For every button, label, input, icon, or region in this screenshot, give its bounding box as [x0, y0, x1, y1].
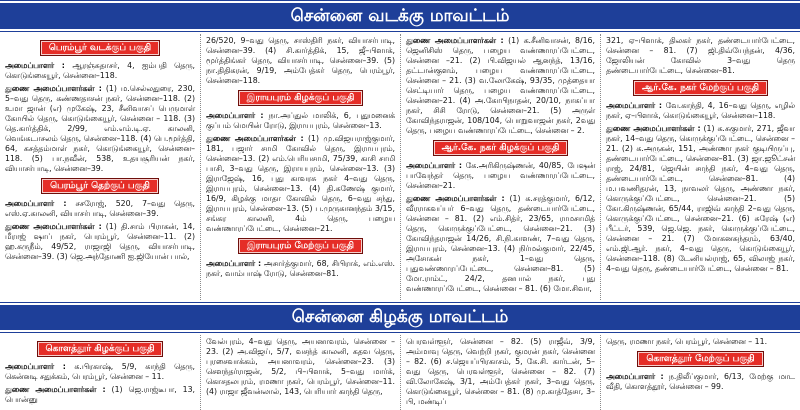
east-district-title: சென்னை கிழக்கு மாவட்டம்: [0, 305, 800, 330]
deputies-text: (1) ஜெ.ராஜ்டீபா, 13, பொன்னு: [5, 385, 196, 404]
section-label-rk-nagar-west: ஆர்.கே. நகர் மேற்குப் பகுதி: [633, 80, 768, 96]
deputies-text: (1) மு.விஜயராஜ்குமார், 181, பஜார் சாமி கோவில் தெரு, இராயபுரம், சென்னை–13. (2) எம்.பெரியசாமி, 75/39, காசி சாமி பாசி, 3–வது தெரு, இராயபுரம், சென்னை–13. (3) இராஜேஷ், 16, புது காவரசு நகர் 4–வது தெரு, இராயபுரம், சென்னை–13. (4) தி.கணேஷ் குமார், 16/9, கிழக்கு மாதா கோவில் தெரு, 6–வது சந்து, இராயபுரம், சென்னை–13. (5) ப.முருகானந்தம் 3/15, சங்கர காலனி, 4ம் தெரு, பழைய வண்ணாரப்பேட்டை, சென்னை–21.: [206, 134, 396, 233]
north-column-4: [600, 34, 800, 300]
deputies-text: 321, ஏ–பிளாக், திலகர் நகர், தண்டையார்பேட்டை, சென்னை – 81. (7) ஜி.திவ்யேந்தன், 4/36, ஜோலியன் கோவில் 3–வது தெரு தண்டையார்பேட்டை, சென்னை–81.: [606, 36, 795, 75]
deputies-term: துணை அமைப்பாளர்கள் :: [406, 36, 504, 45]
deputies-entry: [5, 84, 195, 174]
deputies-text: (1) தி.சாம் பிராகன், 14, மீராஜ் ஷாப் நகர், பெரம்பூர், சென்னை–11. (2) ஹ.கருநீம், 49/52, ராஜாஜி தெரு, வியாசர்பாடி, சென்னை–39. (3) ஜெ.அந்தோணி ஐ.ஜியோன் பால்,: [5, 222, 195, 261]
east-column-4: [600, 335, 800, 410]
deputies-entry: [406, 194, 595, 294]
organizer-term: அமைப்பாளர் :: [406, 161, 463, 170]
north-column-2: [200, 34, 400, 300]
organizer-text: க.பிரகாஷ், 5/9, காந்தி தெரு, கென்னடி சதுக்கம், பெரம்பூர், சென்னை – 11.: [5, 362, 196, 381]
east-column-3: [400, 335, 600, 410]
deputies-entry: [406, 36, 595, 136]
section-label-kolathur-west: கொளத்தூர் மேற்குப் பகுதி: [637, 351, 763, 367]
organizer-term: அமைப்பாளர் :: [606, 372, 664, 381]
deputies-text: (1) க.சரத்குமார், 6/12, வீரராகவப்பர் 6–வது தெரு, தண்டையார்பேட்டை, சென்னை – 81. (2) எம்.சித்ர், 23/65, ராமசாமித் தெரு, கொருக்குப்பேட்டை, சென்னை–21. (3) கோவிந்தராஜன் 14/26, சி.நி.காளண், 7–வது தெரு, இராயபுரம், சென்னை–13. (4) நிர்மல்குமார், 22/45, அசோகன் நகர், 1–வது தெரு, புதுவண்ணாரப்பேட்டை, சென்னை–81. (5) மோ.ராம்ட், 24/2, தனபால் நகர், புது வண்ணாரப்பேட்டை, சென்னை – 81. (6) மோ.சிவா,: [406, 194, 595, 293]
organizer-text: அசார்த்குமார், 68, சிபிராக், எம்.எஸ். நகர், வாம்பாஷ் ரோடு, சென்னை–81.: [206, 259, 396, 278]
section-label-perambur-north: பெரம்பூர் வடக்குப் பகுதி: [40, 40, 160, 56]
organizer-text: வே.காந்தி, 4, 16–வது தெரு, எழில் நகர், ஏ–பிளாக், கொடுங்கையூர், சென்னை–118.: [606, 101, 795, 120]
deputies-term: துணை அமைப்பாளர்கள் :: [606, 124, 701, 133]
organizer-term: அமைப்பாளர் :: [5, 61, 65, 70]
deputies-term: துணை அமைப்பாளர்கள் :: [5, 222, 102, 231]
organizer-entry: [5, 199, 195, 219]
deputies-term: துணை அமைப்பாளர்கள் :: [206, 134, 304, 143]
section-label-perambur-south: பெரம்பூர் தெற்குப் பகுதி: [41, 178, 159, 194]
organizer-entry: [606, 372, 795, 392]
section-label-kolathur-east: கொளத்தூர் கிழக்குப் பகுதி: [37, 341, 164, 357]
deputies-continuation: [206, 337, 395, 397]
east-column-2: [200, 335, 400, 410]
organizer-term: அமைப்பாளர் :: [606, 101, 663, 110]
organizer-entry: [5, 362, 195, 382]
organizer-entry: [206, 259, 395, 279]
organizer-text: சசரோஜ், 520, 7–வது தெரு, எஸ்.ஏ.காலனி, வியாசர்பாடி, சென்னை–39.: [5, 199, 196, 218]
deputies-term: துணை அமைப்பாளர்கள் :: [5, 84, 102, 93]
north-column-1: [0, 34, 200, 300]
north-district-title: சென்னை வடக்கு மாவட்டம்: [0, 3, 800, 29]
deputies-entry: [206, 134, 395, 234]
north-column-3: [400, 34, 600, 300]
section-label-rayapuram-west: இராயபுரம் மேற்குப் பகுதி: [238, 238, 363, 254]
organizer-term: அமைப்பாளர் :: [5, 362, 66, 371]
deputies-continuation: [406, 337, 595, 407]
deputies-continuation: [206, 36, 395, 86]
organizer-term: அமைப்பாளர் :: [5, 199, 67, 208]
deputies-entry: [5, 222, 195, 262]
organizer-entry: [606, 101, 795, 121]
organizer-entry: [206, 111, 395, 131]
deputies-text: வேல்புரம், 4–வது தெரு, அயனாவரம், சென்னை – 23. (2) அ.விஜய், 5/7, வசந்த் காலனி, கதவ தெரு, புரசைவாக்கம், அயனாவரம், சென்னை–23. (3) சௌந்தர்ராஜன், 5/2, பி–பிளாக், 5–வது மார்க், கொசதலபுரம், ரமணா நகர், பெரம்பூர், சென்னை–11. (4) ராஜா ஜீவன்லால், 143, பெரியார் காந்தி தெரு,: [206, 337, 395, 396]
deputies-text: பெரவள்ளூர், சென்னை – 82. (5) ராஜீவ், 3/9, அம்மாவு தெரு, வெற்றி நகர், குமரன் நகர், சென்னை – 82. (6) ச.ஜெயப்பிரகாசம், 5, கே.சி. கார்டன், 5–வது தெரு, பெரவள்ளூர், சென்னை – 82. (7) வி.லோகேஷ், 3/1, அம்பேத்கர் நகர், 3–வது தெரு, கொடுங்கையூர், சென்னை – 81. (8) மு.காத்தேசா, 3–பி, மண்டிப்: [406, 337, 595, 406]
east-column-1: [0, 335, 200, 410]
east-district-columns: [0, 335, 800, 410]
organizer-entry: [406, 161, 595, 191]
organizer-text: நா.அப்துல் மாலிக், 6, புதுமனைக் குப்பம் மெயின் ரோடு, இராயபுரம், சென்னை–13.: [206, 111, 396, 130]
deputies-text: தெரு, ரமணா நகர், பெரம்பூர், சென்னை – 11.: [606, 337, 768, 346]
organizer-term: அமைப்பாளர் :: [206, 111, 264, 120]
deputies-term: துணை அமைப்பாளர்கள் :: [406, 194, 505, 203]
section-label-rayapuram-east: இராயபுரம் கிழக்குப் பகுதி: [238, 90, 364, 106]
deputies-text: 26/520, 9–வது தெரு, சாஸ்திரி நகர், வியாசர்பாடி, சென்னை–39. (4) சி.கார்த்திக், 15, ஜீ–பிளாக், மூர்த்திங்கர் தெரு, வியாசர்பாடி, சென்னை–39. (5) நா.திதிகரன், 9/19, அம்பேத்கர் தெரு, பெரம்பூர், சென்னை–118.: [206, 36, 395, 85]
organizer-entry: [5, 61, 195, 81]
north-district-columns: [0, 34, 800, 300]
deputies-continuation: [606, 337, 795, 347]
organizer-text: கே.அரிகிருஷ்ணன், 40/85, பேஷன் பாவேந்தர் தெரு, பழைய வண்ணாரப்பேட்டை, சென்னை–21.: [406, 161, 596, 190]
deputies-term: துணை அமைப்பாளர்கள் :: [5, 385, 106, 394]
east-district-banner: [0, 302, 800, 333]
section-label-rk-nagar-east: ஆர்.கே. நகர் கிழக்குப் பகுதி: [433, 140, 569, 156]
organizer-text: ந.திலீப்குமார், 6/13, மேற்கு மாட வீதி, கொளத்தூர், சென்னை – 99.: [606, 372, 795, 391]
north-district-banner: [0, 0, 800, 32]
deputies-text: (1) க.சுகுமார், 271, ஜீவா நகர், 14–வது தெரு, கொருக்குப்பேட்டை, சென்னை – 21. (2) க.அருகன், 151, அண்ணா நகர் குடியிருப்பு, தண்டையார்பேட்டை, சென்னை–81. (3) ஜா.ஜூட்சன் ராஜ், 24/81, ஜெயின் சாந்தி நகர், 4–வது தெரு, தண்டையார்பேட்டை, சென்னை–81. (4) ம.பவணிதரன், 13, நாவலர் தெரு, அண்ணா நகர், கொருக்குப்பேட்டை, சென்னை–21. (5) கோ.கிருஷ்ணன், 65/44, ராஜிவ் காந்தி 2–வது தெரு, கொருக்குப்பேட்டை, சென்னை–21. (6) சுரேஷ் (எ) பீட்டர், 539, ஜெ.ஜெ. நகர், கொருக்குப்பேட்டை, சென்னை – 21. (7) மோகனசுந்தரம், 63/40, எம்.ஜி.ஆர். நகர், 4–வது தெரு, கொடுங்கையூர், சென்னை–118. (8) டேனியல்ராஜ், 65, விலாஜ் நகர், 4–வது தெரு, தண்டையார்பேட்டை, சென்னை – 81.: [606, 124, 796, 273]
deputies-entry: [5, 385, 195, 405]
deputies-entry: [606, 124, 795, 274]
deputies-text: (1) ம.செல்லதுரை, 230, 5–வது தெரு, கண்ணதாசன் நகர், சென்னை–118. (2) உமா ஜான் (எ) முகேஷ், 23, சீனிவாசப் பெருமாள் கோயில் தெரு, கொடுங்கையூர், சென்னை – 118. (3) தெ.கார்த்திக், 2/99, எம்.எம்.டி.ஏ. காலனி, வெங்கடாசலம் தெரு, சென்னை–118. (4) பெ.மூர்த்தி, 64, கசத்தம்மாள் நகர், கொடுங்கையூர், சென்னை–118. (5) பா.நவீன், 538, உதயசூரியன் நகர், வியாசர்பாடி, சென்னை–39.: [5, 84, 196, 173]
deputies-continuation: [606, 36, 795, 76]
deputies-text: (1) க.சீனிவாசன், 8/16, ஜெனிசிஸ் தெரு, பழைய வண்ணாரப்பேட்டை, சென்னை –21. (2) பி.விஜயல் ஆனந்த், 13/16, தட்டான்குளம், பழைய வண்ணாரப்பேட்டை, சென்னை – 21. (3) வ.லோகேஷ், 93/35, முத்தையா செட்டியார் தெரு, பழைய வண்ணாரப்பேட்டை, சென்னை–21. (4) அ.கோபிநாதன், 20/10, நாகப்பா நகர், சிசி ரோடு, சென்னை–21. (5) அருள் கோவிந்தராஜன், 108/104, பொறுவாஜன் நகர், 2வது தெரு, பழைய வண்ணாரப்பேட்டை, சென்னை – 2.: [406, 36, 595, 135]
organizer-text: ஆரஞ்சுதாசர், 4, ஐம்பதி தெரு, கொடுங்கையூர், சென்னை–118.: [5, 61, 195, 80]
organizer-term: அமைப்பாளர் :: [206, 259, 262, 268]
